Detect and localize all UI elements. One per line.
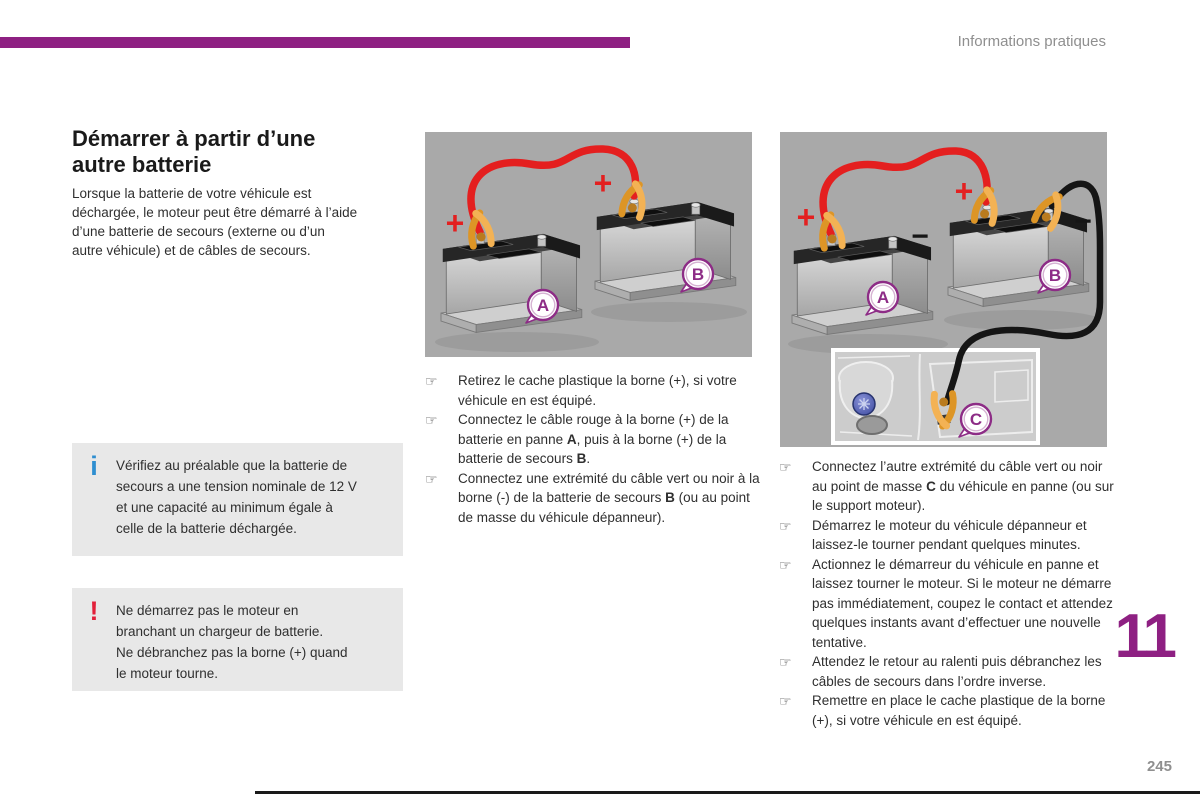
warning-icon: !: [89, 596, 99, 626]
pointer-hand-icon: ☞: [779, 517, 792, 534]
warning-box: [72, 588, 403, 691]
step-item: [779, 555, 1119, 653]
pointer-hand-icon: ☞: [779, 654, 792, 670]
step-item: [779, 691, 1119, 730]
step-text: Connectez une extrémité du câble vert ou noir à la borne (-) de la batterie de secours B (ou au point de masse du véhicule dépanneur).: [458, 470, 760, 525]
info-box: [72, 443, 403, 556]
battery-b-illustration: [595, 199, 736, 300]
battery-b-label: B: [1048, 266, 1062, 285]
minus-sign-a: −: [911, 220, 929, 253]
section-header: Informations pratiques: [957, 33, 1106, 50]
info-text: Vérifiez au préalable que la batterie de secours a une tension nominale de 12 V et une capacité au minimum égale à celle de la batterie déchargée.: [116, 458, 357, 536]
pointer-hand-icon: ☞: [779, 693, 792, 709]
pointer-hand-icon: ☞: [779, 556, 792, 573]
step-item: [779, 516, 1119, 555]
step-text: Retirez le cache plastique la borne (+), si votre véhicule en est équipé.: [458, 373, 737, 408]
plus-sign-a: +: [796, 199, 816, 235]
pointer-hand-icon: ☞: [425, 412, 438, 428]
ground-point-c-label: C: [969, 410, 983, 429]
figure-jump-start-ground-cable: [780, 132, 1107, 447]
step-text: Attendez le retour au ralenti puis débranchez les câbles de secours dans l’ordre inverse.: [812, 654, 1102, 689]
battery-b-illustration: [948, 205, 1089, 306]
step-text: Connectez l’autre extrémité du câble vert ou noir au point de masse C du véhicule en panne (ou sur le support moteur).: [812, 459, 1114, 513]
step-text: Démarrez le moteur du véhicule dépanneur et laissez-le tourner pendant quelques minutes.: [812, 517, 1087, 552]
step-item: [425, 371, 765, 410]
info-icon: i: [90, 451, 98, 481]
intro-paragraph: Lorsque la batterie de votre véhicule est déchargée, le moteur peut être démarré à l’aide d’une batterie de secours (externe ou d’un autre véhicule) et de câbles de secours.: [72, 186, 358, 258]
bottom-rule: [255, 791, 1200, 794]
battery-a-illustration: [441, 231, 582, 332]
page-title: Démarrer à partir d’une autre batterie: [72, 126, 316, 177]
plus-sign-b: +: [593, 165, 613, 201]
plus-sign-a: +: [445, 205, 465, 241]
step-text: Connectez le câble rouge à la borne (+) de la batterie en panne A, puis à la borne (+) de la batterie de secours B.: [458, 412, 729, 466]
step-item: [779, 652, 1119, 691]
top-accent-bar: [0, 37, 630, 48]
minus-sign-b: −: [1074, 205, 1092, 238]
step-text: Remettre en place le cache plastique de la borne (+), si votre véhicule en est équipé.: [812, 693, 1106, 728]
battery-a-label: A: [536, 296, 550, 315]
step-item: [425, 469, 765, 528]
step-text: Actionnez le démarreur du véhicule en panne et laissez tourner le moteur. Si le moteur ne démarre pas immédiatement, coupez le contact et attendez quelques instants avant d’effectuer une nouvelle tentative.: [812, 556, 1113, 650]
step-item: [425, 410, 765, 469]
page-number: 245: [1146, 758, 1172, 775]
pointer-hand-icon: ☞: [779, 459, 792, 475]
warning-text: Ne démarrez pas le moteur en branchant un chargeur de batterie. Ne débranchez pas la borne (+) quand le moteur tourne.: [116, 603, 348, 681]
pointer-hand-icon: ☞: [425, 470, 438, 487]
plus-sign-b: +: [954, 173, 974, 209]
steps-list-middle: [425, 371, 765, 527]
steps-list-right: [779, 457, 1119, 730]
figure-jump-start-red-cable: [425, 132, 752, 357]
pointer-hand-icon: ☞: [425, 373, 438, 389]
battery-a-label: A: [876, 288, 890, 307]
step-item: [779, 457, 1119, 516]
battery-b-label: B: [691, 265, 705, 284]
chapter-number: 11: [1114, 602, 1174, 671]
